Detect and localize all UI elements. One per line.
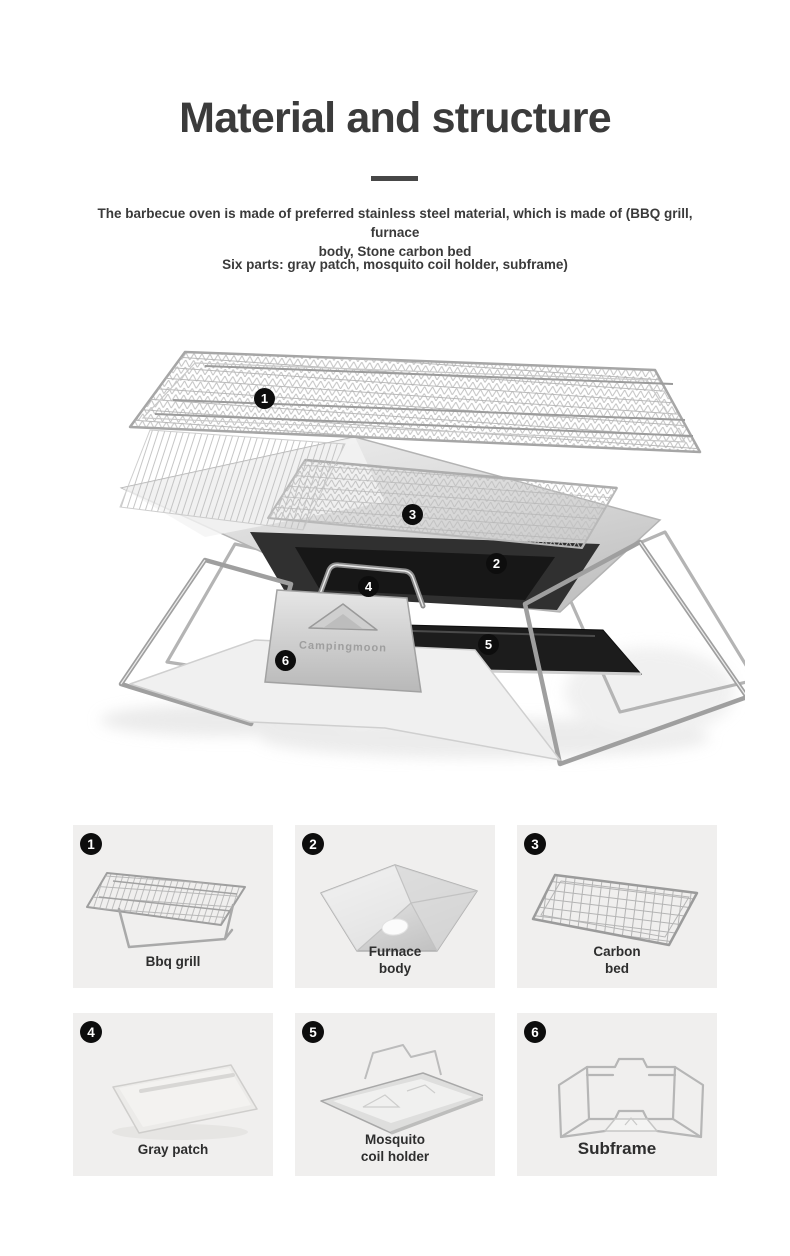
part-number: 2 [309, 836, 317, 852]
subframe-thumbnail [529, 1035, 705, 1151]
part-label-line: Mosquito [365, 1131, 425, 1147]
part-card-carbon-bed [517, 825, 717, 988]
part-label-line: Furnace [368, 943, 422, 959]
part-label-line: Carbon [593, 943, 641, 959]
part-card-subframe [517, 1013, 717, 1176]
callout-number: 6 [281, 653, 290, 668]
parts-grid [73, 825, 717, 1176]
part-number: 3 [531, 836, 539, 852]
hero-callout-2 [486, 553, 507, 574]
part-card-furnace-body [295, 825, 495, 988]
part-label [295, 1131, 495, 1166]
part-label-line: Bbq grill [145, 954, 201, 970]
callout-number: 4 [364, 579, 373, 594]
title-divider [371, 176, 418, 181]
section-title: Material and structure [179, 94, 611, 142]
part-label-line: body [378, 961, 412, 977]
grill-exploded-illustration [55, 332, 745, 772]
description-paragraph-1 [75, 204, 715, 261]
part-label [73, 953, 273, 971]
part-card-gray-patch [73, 1013, 273, 1176]
hero-callout-5 [478, 634, 499, 655]
hero-callout-1 [254, 388, 275, 409]
part-number: 4 [87, 1024, 95, 1040]
part-label [517, 943, 717, 978]
part-number: 5 [309, 1024, 317, 1040]
part-label-line: Gray patch [137, 1142, 209, 1158]
part-label [73, 1141, 273, 1159]
callout-number: 1 [260, 391, 269, 406]
callout-number: 5 [484, 637, 493, 652]
description-line-2: body, Stone carbon bed [318, 244, 472, 259]
description-line-1: The barbecue oven is made of preferred stainless steel material, which is made of (BBQ grill, furnace [97, 206, 693, 240]
part-card-mosquito-coil-holder [295, 1013, 495, 1176]
exploded-view-figure [55, 332, 745, 772]
part-label-line: bed [604, 961, 629, 977]
part-label [295, 943, 495, 978]
part-label-line: coil holder [360, 1149, 430, 1165]
part-number: 6 [531, 1024, 539, 1040]
callout-number: 2 [492, 556, 501, 571]
part-label-line: Subframe [577, 1138, 657, 1158]
part-card-bbq-grill [73, 825, 273, 988]
hero-callout-3 [402, 504, 423, 525]
gray-patch-thumbnail [85, 1035, 261, 1151]
hero-callout-4 [358, 576, 379, 597]
bbq-grill-thumbnail [85, 847, 261, 963]
callout-number: 3 [408, 507, 417, 522]
description-paragraph-2: Six parts: gray patch, mosquito coil holder, subframe) [222, 257, 568, 272]
hero-callout-6 [275, 650, 296, 671]
brand-logo-text: Campingmoon [298, 639, 388, 655]
part-number: 1 [87, 836, 95, 852]
part-label [517, 1138, 717, 1160]
